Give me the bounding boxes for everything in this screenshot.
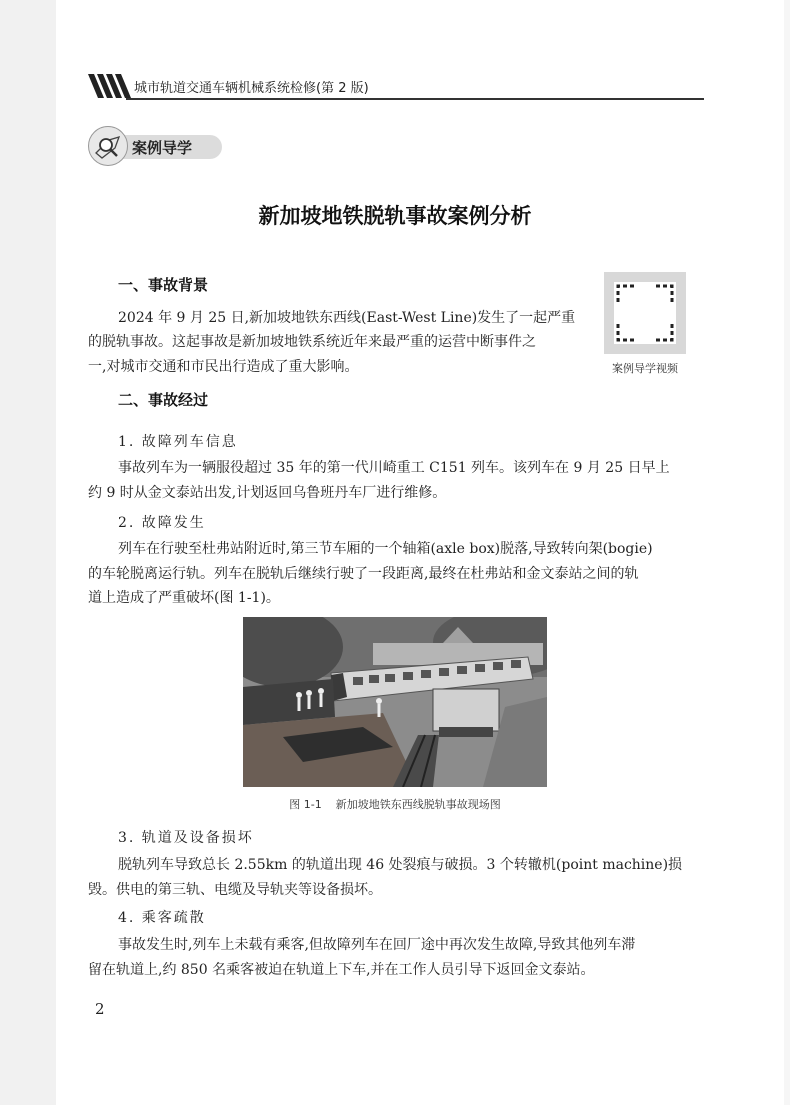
paragraph-background — [118, 306, 588, 331]
paragraph-line: 脱轨列车导致总长 2.55km 的轨道出现 46 处裂痕与破损。3 个转辙机(point machine)损 — [118, 857, 683, 873]
paragraph-line: 事故发生时,列车上未载有乘客,但故障列车在回厂途中再次发生故障,导致其他列车滞 — [118, 937, 636, 953]
qr-code[interactable] — [604, 272, 686, 354]
paragraph-background-cont — [88, 330, 588, 379]
derailment-scene-illustration — [243, 617, 547, 787]
page-title: 新加坡地铁脱轨事故案例分析 — [258, 204, 532, 228]
badge-label: 案例导学 — [132, 139, 193, 157]
header-stripes-icon — [88, 74, 132, 98]
subheading-evacuation: 4. 乘客疏散 — [118, 910, 206, 926]
derailment-photo — [243, 617, 547, 787]
paragraph-line: 的脱轨事故。这起事故是新加坡地铁系统近年来最严重的运营中断事件之 — [88, 334, 536, 350]
subheading-damage: 3. 轨道及设备损坏 — [118, 830, 254, 846]
page-gutter — [0, 0, 56, 1105]
paragraph-line: 2024 年 9 月 25 日,新加坡地铁东西线(East-West Line)发生了一起严重 — [118, 310, 576, 326]
paragraph-line: 一,对城市交通和市民出行造成了重大影响。 — [88, 358, 359, 375]
paragraph-line: 的车轮脱离运行轨。列车在脱轨后继续行驶了一段距离,最终在杜弗站和金文泰站之间的轨 — [88, 565, 639, 582]
figure-number: 图 1-1 — [289, 798, 322, 811]
paragraph-line: 毁。供电的第三轨、电缆及导轨夹等设备损坏。 — [88, 881, 382, 898]
paragraph-evacuation — [88, 933, 704, 982]
paragraph-damage — [88, 853, 704, 902]
section-heading-process: 二、事故经过 — [118, 391, 209, 409]
paragraph-line: 道上造成了严重破坏(图 1-1)。 — [88, 590, 280, 606]
figure-caption-text: 新加坡地铁东西线脱轨事故现场图 — [335, 798, 501, 811]
paragraph-failure — [88, 537, 704, 611]
running-header — [88, 72, 704, 102]
page-number: 2 — [95, 1000, 105, 1018]
header-rule — [126, 98, 704, 100]
paragraph-line: 约 9 时从金文泰站出发,计划返回乌鲁班丹车厂进行维修。 — [88, 484, 447, 501]
subheading-train-info: 1. 故障列车信息 — [118, 434, 238, 450]
magnifier-icon — [93, 131, 123, 161]
paragraph-line: 列车在行驶至杜弗站附近时,第三节车厢的一个轴箱(axle box)脱落,导致转向架(bogie) — [118, 541, 653, 557]
page-edge — [784, 0, 790, 1105]
badge-circle — [88, 126, 128, 166]
case-study-badge — [88, 126, 223, 166]
section-heading-background: 一、事故背景 — [118, 276, 209, 294]
paragraph-line: 留在轨道上,约 850 名乘客被迫在轨道上下车,并在工作人员引导下返回金文泰站。 — [88, 961, 595, 978]
qr-corner-marks-icon — [614, 282, 676, 344]
figure-caption — [243, 796, 547, 812]
book-title: 城市轨道交通车辆机械系统检修(第 2 版) — [134, 81, 369, 96]
qr-frame — [614, 282, 676, 344]
subheading-failure: 2. 故障发生 — [118, 515, 206, 531]
paragraph-train-info — [88, 456, 704, 505]
paragraph-line: 事故列车为一辆服役超过 35 年的第一代川崎重工 C151 列车。该列车在 9 月 25 日早上 — [118, 460, 670, 476]
qr-caption: 案例导学视频 — [612, 362, 678, 375]
